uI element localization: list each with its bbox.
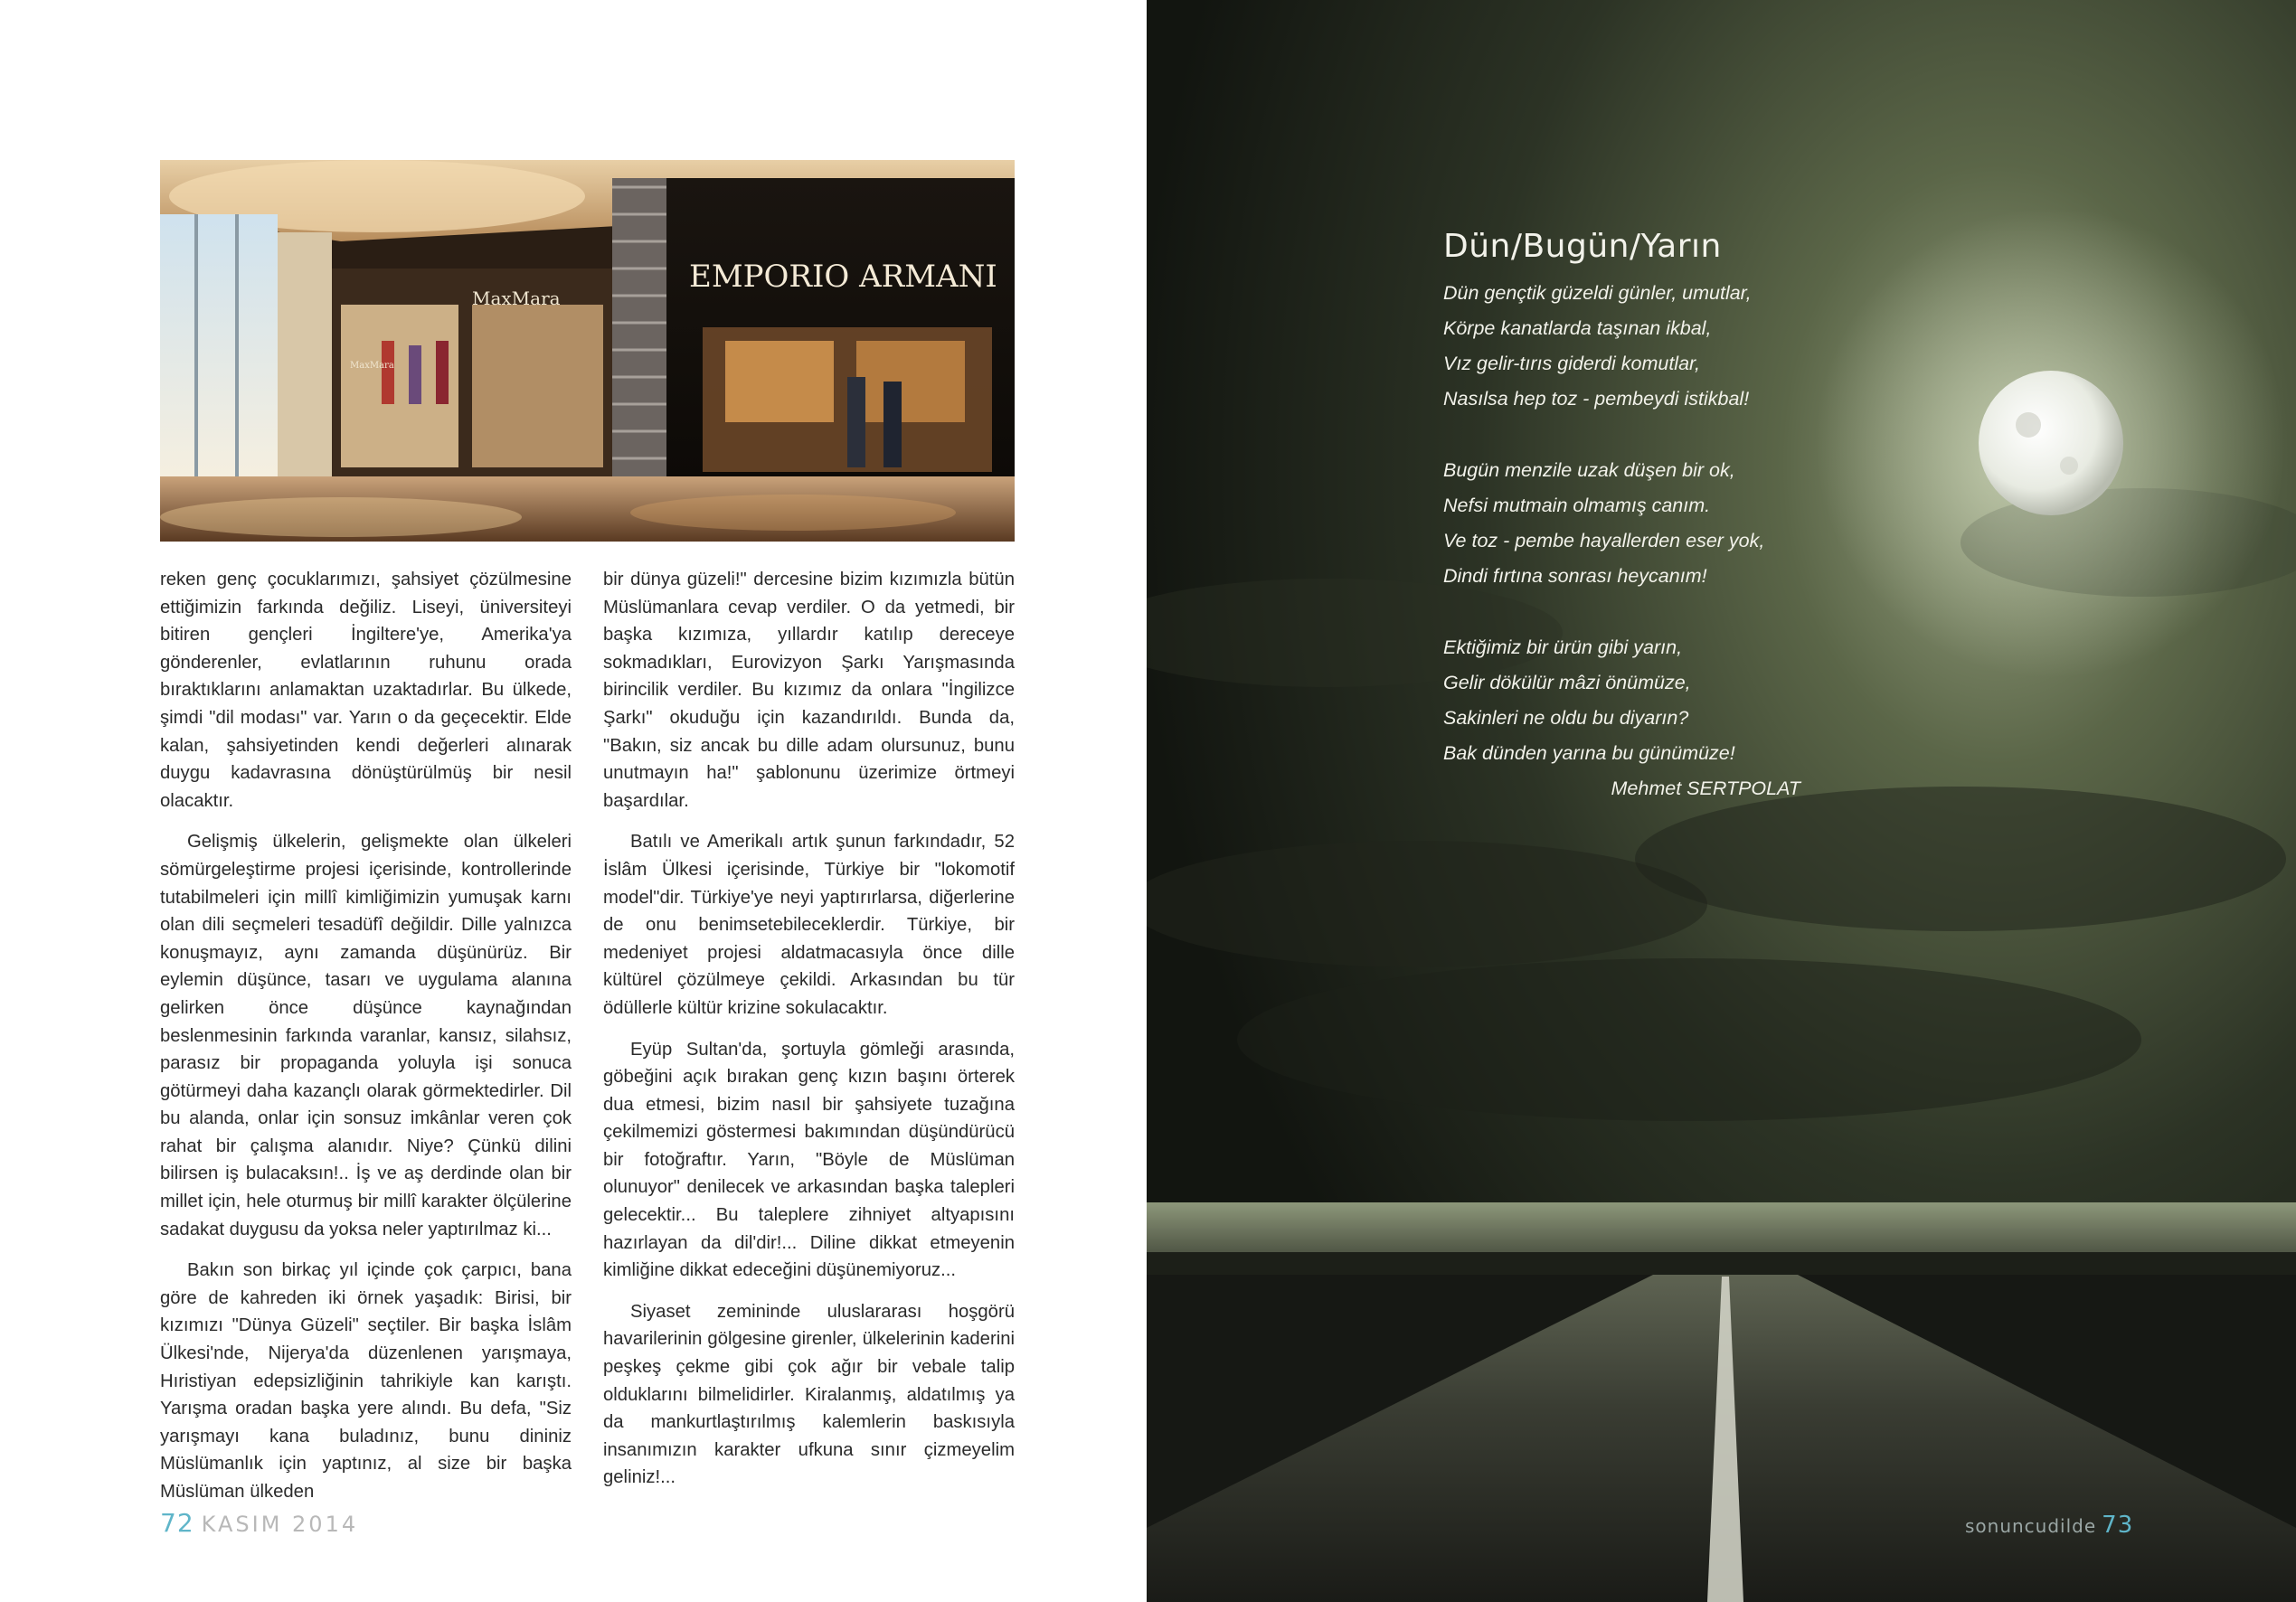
poem-stanza-3 <box>1443 630 1913 771</box>
maxmara-sign: MaxMara <box>472 287 561 309</box>
paragraph: Gelişmiş ülkelerin, gelişmekte olan ülkeleri sömürgeleştirme projesi içerisinde, kontrollerinde tutabilmeleri için millî kimliğimizin yumuşak karnı olan dili seçmeleri tesadüfî değildir. Dille yalnızca konuşmayız, aynı zamanda düşünürüz. Bir eylemin düşünce, tasarı ve uygulama alanına gelirken önce düşünce kaynağından beslenmesinin farkında varanlar, kansız, silahsız, parasız bir propaganda yoluyla işi sonuca götürmeyi daha kazançlı olarak görmektedirler. Dil bu alanda, onlar için sonsuz imkânlar veren çok rahat bir çalışma alanıdır. Niye? Çünkü dilini bilirsen iş bulacaksın!.. İş ve aş derdinde olan bir millet için, hele oturmuş bir millî karakter ölçülerine sadakat duygusu da yoksa neler yaptırılmaz ki... <box>160 832 572 1239</box>
poem-title: Dün/Bugün/Yarın <box>1443 228 1722 265</box>
poem-stanza-2 <box>1443 453 1913 594</box>
page-footer-right <box>1965 1512 2133 1539</box>
poem-line: Nasılsa hep toz - pembeydi istikbal! <box>1443 388 1750 410</box>
poem-line: Vız gelir-tırıs giderdi komutlar, <box>1443 353 1700 374</box>
poem-author: Mehmet SERTPOLAT <box>1611 777 1800 799</box>
poem-stanza-1 <box>1443 276 1913 417</box>
poem-line: Bak dünden yarına bu günümüze! <box>1443 742 1735 764</box>
poem-line: Nefsi mutmain olmamış canım. <box>1443 495 1711 516</box>
right-page <box>1147 0 2296 1602</box>
magazine-name: sonuncudilde <box>1965 1515 2097 1537</box>
poem-line: Sakinleri ne oldu bu diyarın? <box>1443 707 1689 729</box>
poem-line: Dindi fırtına sonrası heycanım! <box>1443 565 1707 587</box>
poem <box>1443 228 1913 806</box>
article-column-1 <box>160 566 572 1520</box>
issue-date: KASIM 2014 <box>201 1512 359 1537</box>
page-footer-left <box>160 1508 358 1538</box>
mall-storefront-photo <box>160 160 1015 542</box>
paragraph: reken genç çocuklarımızı, şahsiyet çözülmesine ettiğimizin farkında değiliz. Liseyi, üniversiteyi bitiren gençleri İngiltere'ye, Amerika'ya gönderenler, evlatlarının ruhunu orada bıraktıklarını anlamaktan uzaktadırlar. Bu ülkede, şimdi "dil modası" var. Yarın o da geçecektir. Elde kalan, şahsiyetinden kendi değerleri alınarak duygu kadavrasına dönüştürülmüş bir nesil olacaktır. <box>160 570 572 811</box>
poem-line: Bugün menzile uzak düşen bir ok, <box>1443 459 1735 481</box>
paragraph: bir dünya güzeli!" dercesine bizim kızımızla bütün Müslümanlara cevap verdiler. O da yetmedi, bir başka kızımıza, yıllardır katılıp dereceye sokmadıkları, Eurovizyon Şarkı Yarışmasında birincilik verdiler. Bu kızımız da onlara "İngilizce Şarkı" okuduğu için kazandırıldı. Bunda da, "Bakın, siz ancak bu dille adam olursunuz, bunu unutmayın ha!" şablonunu üzerimize örtmeyi başardılar. <box>603 570 1015 811</box>
paragraph: Eyüp Sultan'da, şortuyla gömleği arasında, göbeğini açık bırakan genç kızın başını örterek dua etmesi, bizim nasıl bir şahsiyete tuzağına çekilmemizi göstermesi bakımından düşündürücü bir fotoğraftır. Yarın, "Böyle de Müslüman olunuyor" denilecek ve arkasından başka talepleri gelecektir... Bu taleplere zihniyet altyapısını hazırlayan da dil'dir!... Diline dikkat etmeyenin kimliğine dikkat edeceğini düşünemiyoruz... <box>603 1039 1015 1281</box>
armani-sign: EMPORIO ARMANI <box>689 259 997 295</box>
article-column-2 <box>603 566 1015 1505</box>
poem-line: Ve toz - pembe hayallerden eser yok, <box>1443 530 1765 551</box>
poem-line: Dün gençtik güzeldi günler, umutlar, <box>1443 282 1752 304</box>
paragraph: Bakın son birkaç yıl içinde çok çarpıcı, bana göre de kahreden iki örnek yaşadık: Birisi, bir kızımızı "Dünya Güzeli" seçtiler. Bir başka İslâm Ülkesi'nde, Nijerya'da düzenlenen yarışmaya, Hıristiyan edepsizliğinin tahrikiyle kan karıştı. Yarışma oradan başka yere alındı. Bu defa, "Siz yarışmayı kana buladınız, bunu dininiz Müslümanlık için yaptınız, al size bir başka Müslüman ülkeden <box>160 1260 572 1502</box>
poem-line: Gelir dökülür mâzi önümüze, <box>1443 672 1691 693</box>
poem-line: Ektiğimiz bir ürün gibi yarın, <box>1443 636 1683 658</box>
left-page <box>0 0 1147 1602</box>
poem-line: Körpe kanatlarda taşınan ikbal, <box>1443 317 1712 339</box>
maxmara-sign-small: MaxMara <box>350 361 394 371</box>
paragraph: Siyaset zemininde uluslararası hoşgörü havarilerinin gölgesine girenler, ülkelerinin kaderini peşkeş çekme gibi çok ağır bir vebale talip olduklarını bilmelidirler. Kiralanmış, aldatılmış ya da mankurtlaştırılmış kalemlerin baskısıyla insanımızın karakter ufkuna sınır çizmeyelim geliniz!... <box>603 1301 1015 1488</box>
page-number: 73 <box>2102 1512 2134 1539</box>
page-number: 72 <box>160 1508 194 1538</box>
paragraph: Batılı ve Amerikalı artık şunun farkındadır, 52 İslâm Ülkesi içerisinde, Türkiye bir "lokomotif model"dir. Türkiye'ye neyi yaptırırlarsa, diğerlerine de onu benimsetebileceklerdir. Türkiye, bir medeniyet projesi aldatmacasıyla önce dille kültürel çözülmeye çekildi. Arkasından bu tür ödüllerle kültür krizine sokulacaktır. <box>603 832 1015 1018</box>
